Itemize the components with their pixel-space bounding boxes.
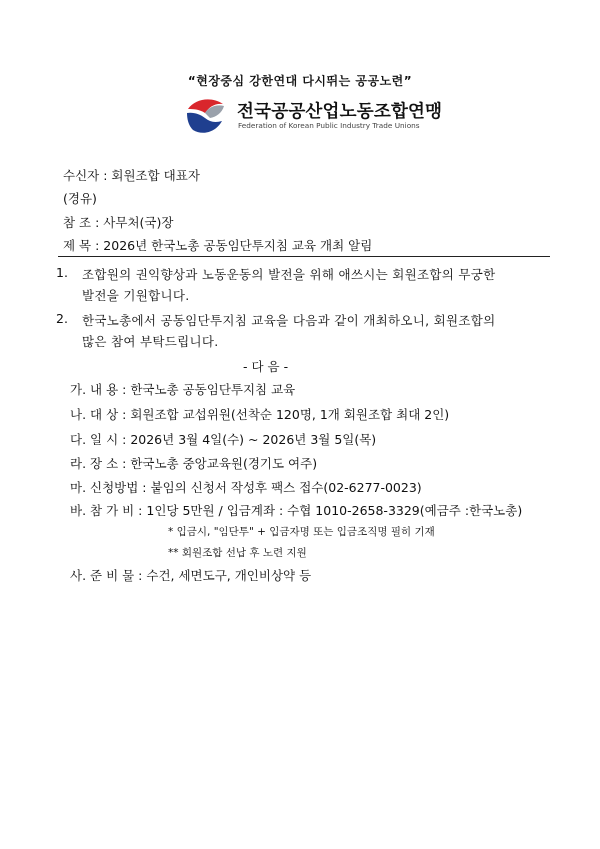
- item-application: 마. 신청방법 : 붙임의 신청서 작성후 팩스 접수(02-6277-0023): [70, 480, 422, 495]
- org-header: [185, 97, 445, 139]
- item-target: 나. 대 상 : 회원조합 교섭위원(선착순 120명, 1개 회원조합 최대 2인): [70, 407, 450, 422]
- item-content: 가. 내 용 : 한국노총 공동임단투지침 교육: [70, 382, 296, 397]
- meta-via: (경유): [63, 191, 97, 206]
- org-name-english: Federation of Korean Public Industry Trade Unions: [238, 121, 420, 130]
- slogan: “현장중심 강한연대 다시뛰는 공공노련”: [187, 74, 413, 88]
- meta-recipient: 수신자 : 회원조합 대표자: [63, 168, 200, 183]
- item-datetime: 다. 일 시 : 2026년 3월 4일(수) ~ 2026년 3월 5일(목): [70, 432, 377, 447]
- meta-reference: 참 조 : 사무처(국)장: [63, 215, 174, 230]
- fee-note-2: ** 회원조합 선납 후 노련 지원: [168, 547, 307, 559]
- item-supplies: 사. 준 비 물 : 수건, 세면도구, 개인비상약 등: [70, 568, 312, 583]
- fee-note-1: * 입금시, "임단투" + 입금자명 또는 입금조직명 필히 기재: [168, 526, 435, 538]
- item-fee: 바. 참 가 비 : 1인당 5만원 / 입금계좌 : 수협 1010-2658-3329(예금주 :한국노총): [70, 503, 523, 518]
- section-marker: - 다 음 -: [243, 359, 289, 374]
- federation-logo-icon: [185, 97, 229, 137]
- meta-subject: 제 목 : 2026년 한국노총 공동임단투지침 교육 개최 알림: [63, 238, 373, 253]
- item-location: 라. 장 소 : 한국노총 중앙교육원(경기도 여주): [70, 456, 318, 471]
- org-name-korean: 전국공공산업노동조합연맹: [237, 102, 443, 122]
- subject-divider: [58, 256, 550, 257]
